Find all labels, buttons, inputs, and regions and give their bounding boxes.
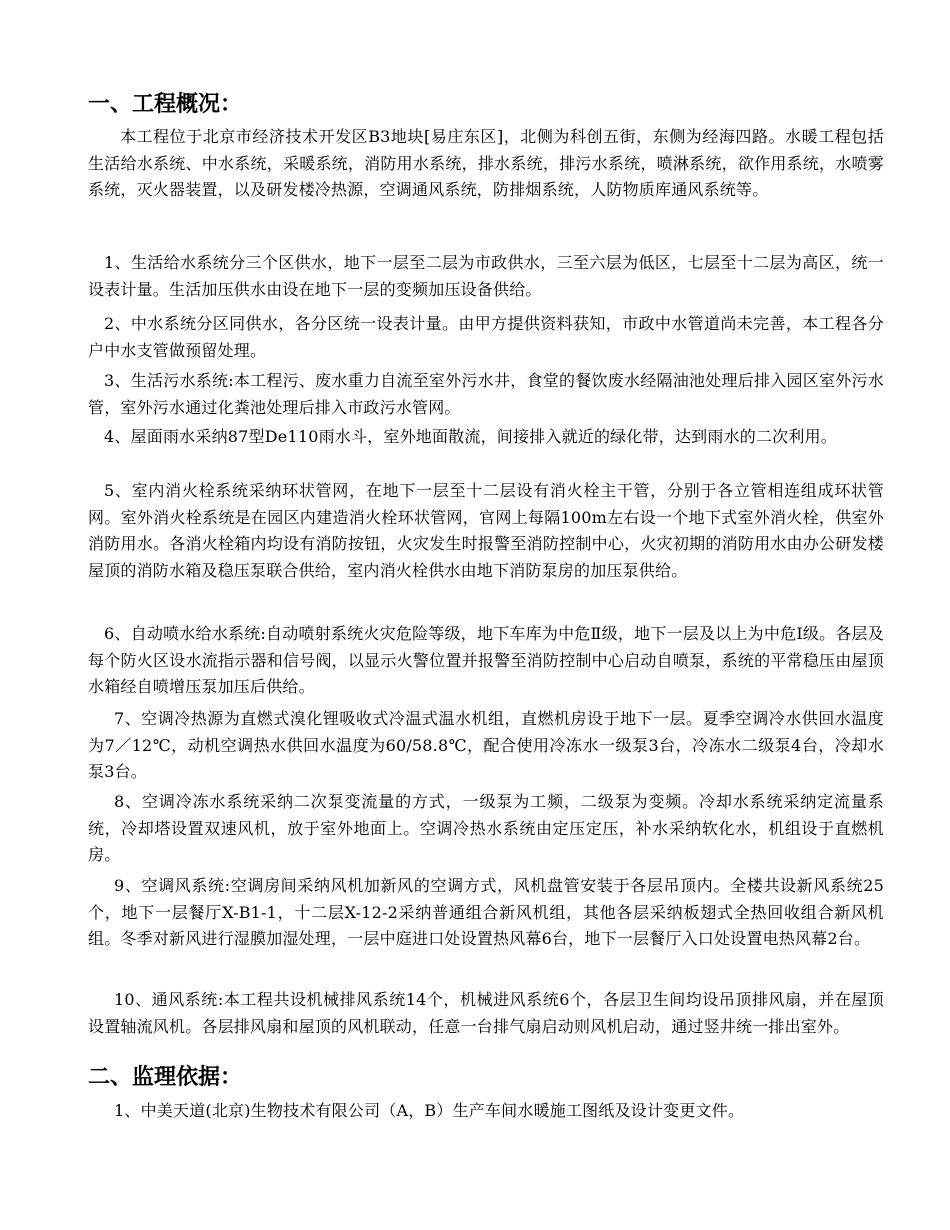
- paragraph-intro: 本工程位于北京市经济技术开发区B3地块[易庄东区]，北侧为科创五街，东侧为经海四路。水暖工程包括生活给水系统、中水系统，采暖系统，消防用水系统，排水系统，排污水系统，喷淋系统，欲作用系统，水喷雾系统，灭火器装置，以及研发楼冷热源，空调通风系统，防排烟系统，人防物质库通风系统等。: [88, 127, 884, 199]
- paragraph-item-6: 6、自动喷水给水系统:自动喷射系统火灾危险等级，地下车库为中危Ⅱ级，地下一层及以上为中危Ⅰ级。各层及每个防火区设水流指示器和信号阀，以显示火警位置并报警至消防控制中心启动自喷泵，系统的平常稳压由屋顶水箱经自喷增压泵加压后供给。: [88, 624, 884, 696]
- paragraph-item-4: 4、屋面雨水采纳87型De110雨水斗，室外地面散流，间接排入就近的绿化带，达到雨水的二次利用。: [104, 427, 837, 446]
- section-heading-supervision-basis: 二、监理依据：: [88, 1065, 243, 1090]
- paragraph-item-2: 2、中水系统分区同供水，各分区统一设表计量。由甲方提供资料获知，市政中水管道尚未完善，本工程各分户中水支管做预留处理。: [88, 314, 884, 360]
- paragraph-basis-1: 1、中美天道(北京)生物技术有限公司（A，B）生产车间水暖施工图纸及设计变更文件。: [114, 1101, 745, 1120]
- paragraph-item-8: 8、空调冷冻水系统采纳二次泵变流量的方式，一级泵为工频，二级泵为变频。冷却水系统采纳定流量系统，冷却塔设置双速风机，放于室外地面上。空调冷热水系统由定压定压，补水采纳软化水，机组设于直燃机房。: [88, 792, 884, 864]
- paragraph-item-5: 5、室内消火栓系统采纳环状管网，在地下一层至十二层设有消火栓主干管，分别于各立管相连组成环状管网。室外消火栓系统是在园区内建造消火栓环状管网，官网上每隔100m左右设一个地下式室外消火栓，供室外消防用水。各消火栓箱内均设有消防按钮，火灾发生时报警至消防控制中心，火灾初期的消防用水由办公研发楼屋顶的消防水箱及稳压泵联合供给，室内消火栓供水由地下消防泵房的加压泵供给。: [88, 481, 884, 580]
- paragraph-item-7: 7、空调冷热源为直燃式溴化锂吸收式冷温式温水机组，直燃机房设于地下一层。夏季空调冷水供回水温度为7／12℃，动机空调热水供回水温度为60/58.8℃，配合使用冷冻水一级泵3台，冷冻水二级泵4台，冷却水泵3台。: [88, 709, 884, 781]
- paragraph-item-3: 3、生活污水系统:本工程污、废水重力自流至室外污水井，食堂的餐饮废水经隔油池处理后排入园区室外污水管，室外污水通过化粪池处理后排入市政污水管网。: [88, 371, 884, 417]
- paragraph-item-10: 10、通风系统:本工程共设机械排风系统14个，机械进风系统6个，各层卫生间均设吊顶排风扇，并在屋顶设置轴流风机。各层排风扇和屋顶的风机联动，任意一台排气扇启动则风机启动，通过竖井统一排出室外。: [88, 990, 884, 1036]
- paragraph-item-1: 1、生活给水系统分三个区供水，地下一层至二层为市政供水，三至六层为低区，七层至十二层为高区，统一设表计量。生活加压供水由设在地下一层的变频加压设备供给。: [88, 253, 884, 299]
- paragraph-item-9: 9、空调风系统:空调房间采纳风机加新风的空调方式，风机盘管安装于各层吊顶内。全楼共设新风系统25个，地下一层餐厅X-B1-1，十二层X-12-2采纳普通组合新风机组，其他各层采纳板翅式全热回收组合新风机组。冬季对新风进行湿膜加湿处理，一层中庭进口处设置热风幕6台，地下一层餐厅入口处设置电热风幕2台。: [88, 876, 884, 948]
- section-heading-project-overview: 一、工程概况：: [88, 92, 243, 117]
